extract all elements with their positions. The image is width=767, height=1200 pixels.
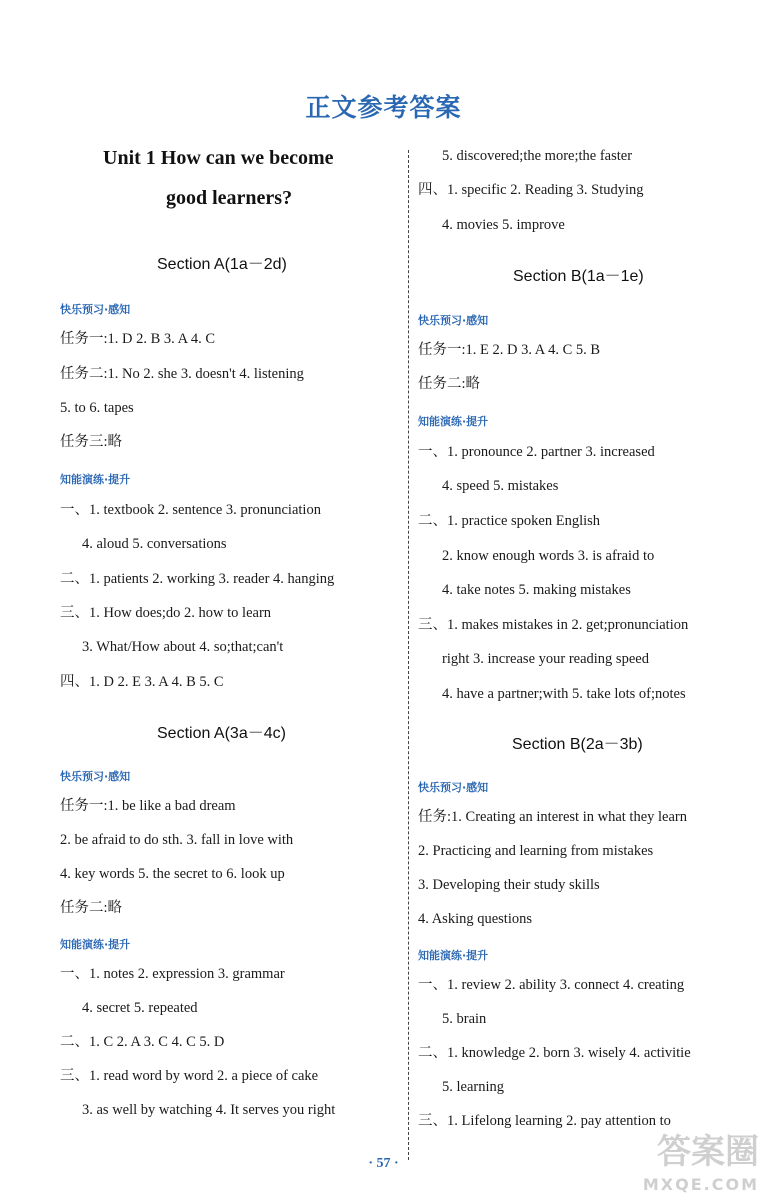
answer-line: 4. movies 5. improve [442,217,565,233]
answer-line: 5. learning [442,1079,505,1095]
section-heading: Section A(3a－4c) [157,725,286,742]
answer-line: 3. What/How about 4. so;that;can't [82,639,284,655]
answer-line: 4. key words 5. the secret to 6. look up [60,866,285,882]
watermark-url: MXQE.COM [642,1175,759,1194]
answer-line: 4. secret 5. repeated [82,1000,198,1016]
section-label: 知能演练·提升 [418,415,489,428]
answer-line: 三、1. makes mistakes in 2. get;pronunciation [418,617,689,633]
section-heading: Section A(1a－2d) [157,256,287,273]
section-label: 快乐预习·感知 [60,770,131,783]
page-title: 正文参考答案 [305,93,462,122]
answer-line: 4. have a partner;with 5. take lots of;notes [442,686,686,702]
section-heading: Section B(1a－1e) [513,268,644,285]
section-label: 知能演练·提升 [60,938,131,951]
answer-line: 5. brain [442,1011,487,1027]
answer-line: 四、1. specific 2. Reading 3. Studying [418,182,644,198]
answer-line: 4. Asking questions [418,911,532,927]
answer-line: 5. to 6. tapes [60,400,134,416]
unit-title-line-2: good learners? [166,187,293,209]
answer-line: 任务一:1. E 2. D 3. A 4. C 5. B [418,342,601,358]
answer-line: 3. Developing their study skills [418,877,600,893]
answer-line: 一、1. notes 2. expression 3. grammar [60,966,285,982]
answer-line: 4. speed 5. mistakes [442,478,559,494]
answer-line: 三、1. Lifelong learning 2. pay attention to [418,1113,671,1129]
answer-line: 三、1. read word by word 2. a piece of cake [60,1068,319,1084]
column-divider [408,150,409,1160]
page-number: · 57 · [368,1156,399,1171]
section-heading: Section B(2a－3b) [512,736,643,753]
section-label: 快乐预习·感知 [418,781,489,794]
answer-line: 2. Practicing and learning from mistakes [418,843,654,859]
section-label: 快乐预习·感知 [60,303,131,316]
answer-line: 二、1. knowledge 2. born 3. wisely 4. activitie [418,1045,691,1061]
answer-line: 2. be afraid to do sth. 3. fall in love with [60,832,294,848]
answer-line: 任务一:1. D 2. B 3. A 4. C [60,331,216,347]
watermark-text: 答案圈 [657,1132,759,1172]
answer-line: 2. know enough words 3. is afraid to [442,548,655,564]
answer-line: 4. aloud 5. conversations [82,536,227,552]
answer-line: 四、1. D 2. E 3. A 4. B 5. C [60,674,224,690]
section-label: 知能演练·提升 [60,473,131,486]
answer-line: 任务:1. Creating an interest in what they learn [418,809,687,825]
answer-line: 5. discovered;the more;the faster [442,148,633,164]
answer-line: 二、1. practice spoken English [418,513,601,529]
answer-line: 任务二:1. No 2. she 3. doesn't 4. listening [60,366,304,382]
answer-line: 任务二:略 [60,900,123,916]
answer-line: 一、1. textbook 2. sentence 3. pronunciation [60,502,321,518]
answer-line: 任务二:略 [418,376,481,392]
answer-line: 3. as well by watching 4. It serves you right [82,1102,336,1118]
answer-line: 任务一:1. be like a bad dream [60,798,236,814]
answer-line: 一、1. pronounce 2. partner 3. increased [418,444,655,460]
answer-line: 二、1. patients 2. working 3. reader 4. hanging [60,571,335,587]
section-label: 知能演练·提升 [418,949,489,962]
unit-title-line-1: Unit 1 How can we become [103,147,334,169]
section-label: 快乐预习·感知 [418,314,489,327]
answer-line: 任务三:略 [60,434,123,450]
answer-line: 二、1. C 2. A 3. C 4. C 5. D [60,1034,225,1050]
answer-line: right 3. increase your reading speed [442,651,649,667]
answer-line: 4. take notes 5. making mistakes [442,582,631,598]
watermark-logo [609,1124,759,1194]
answer-line: 一、1. review 2. ability 3. connect 4. creating [418,977,685,993]
answer-line: 三、1. How does;do 2. how to learn [60,605,272,621]
